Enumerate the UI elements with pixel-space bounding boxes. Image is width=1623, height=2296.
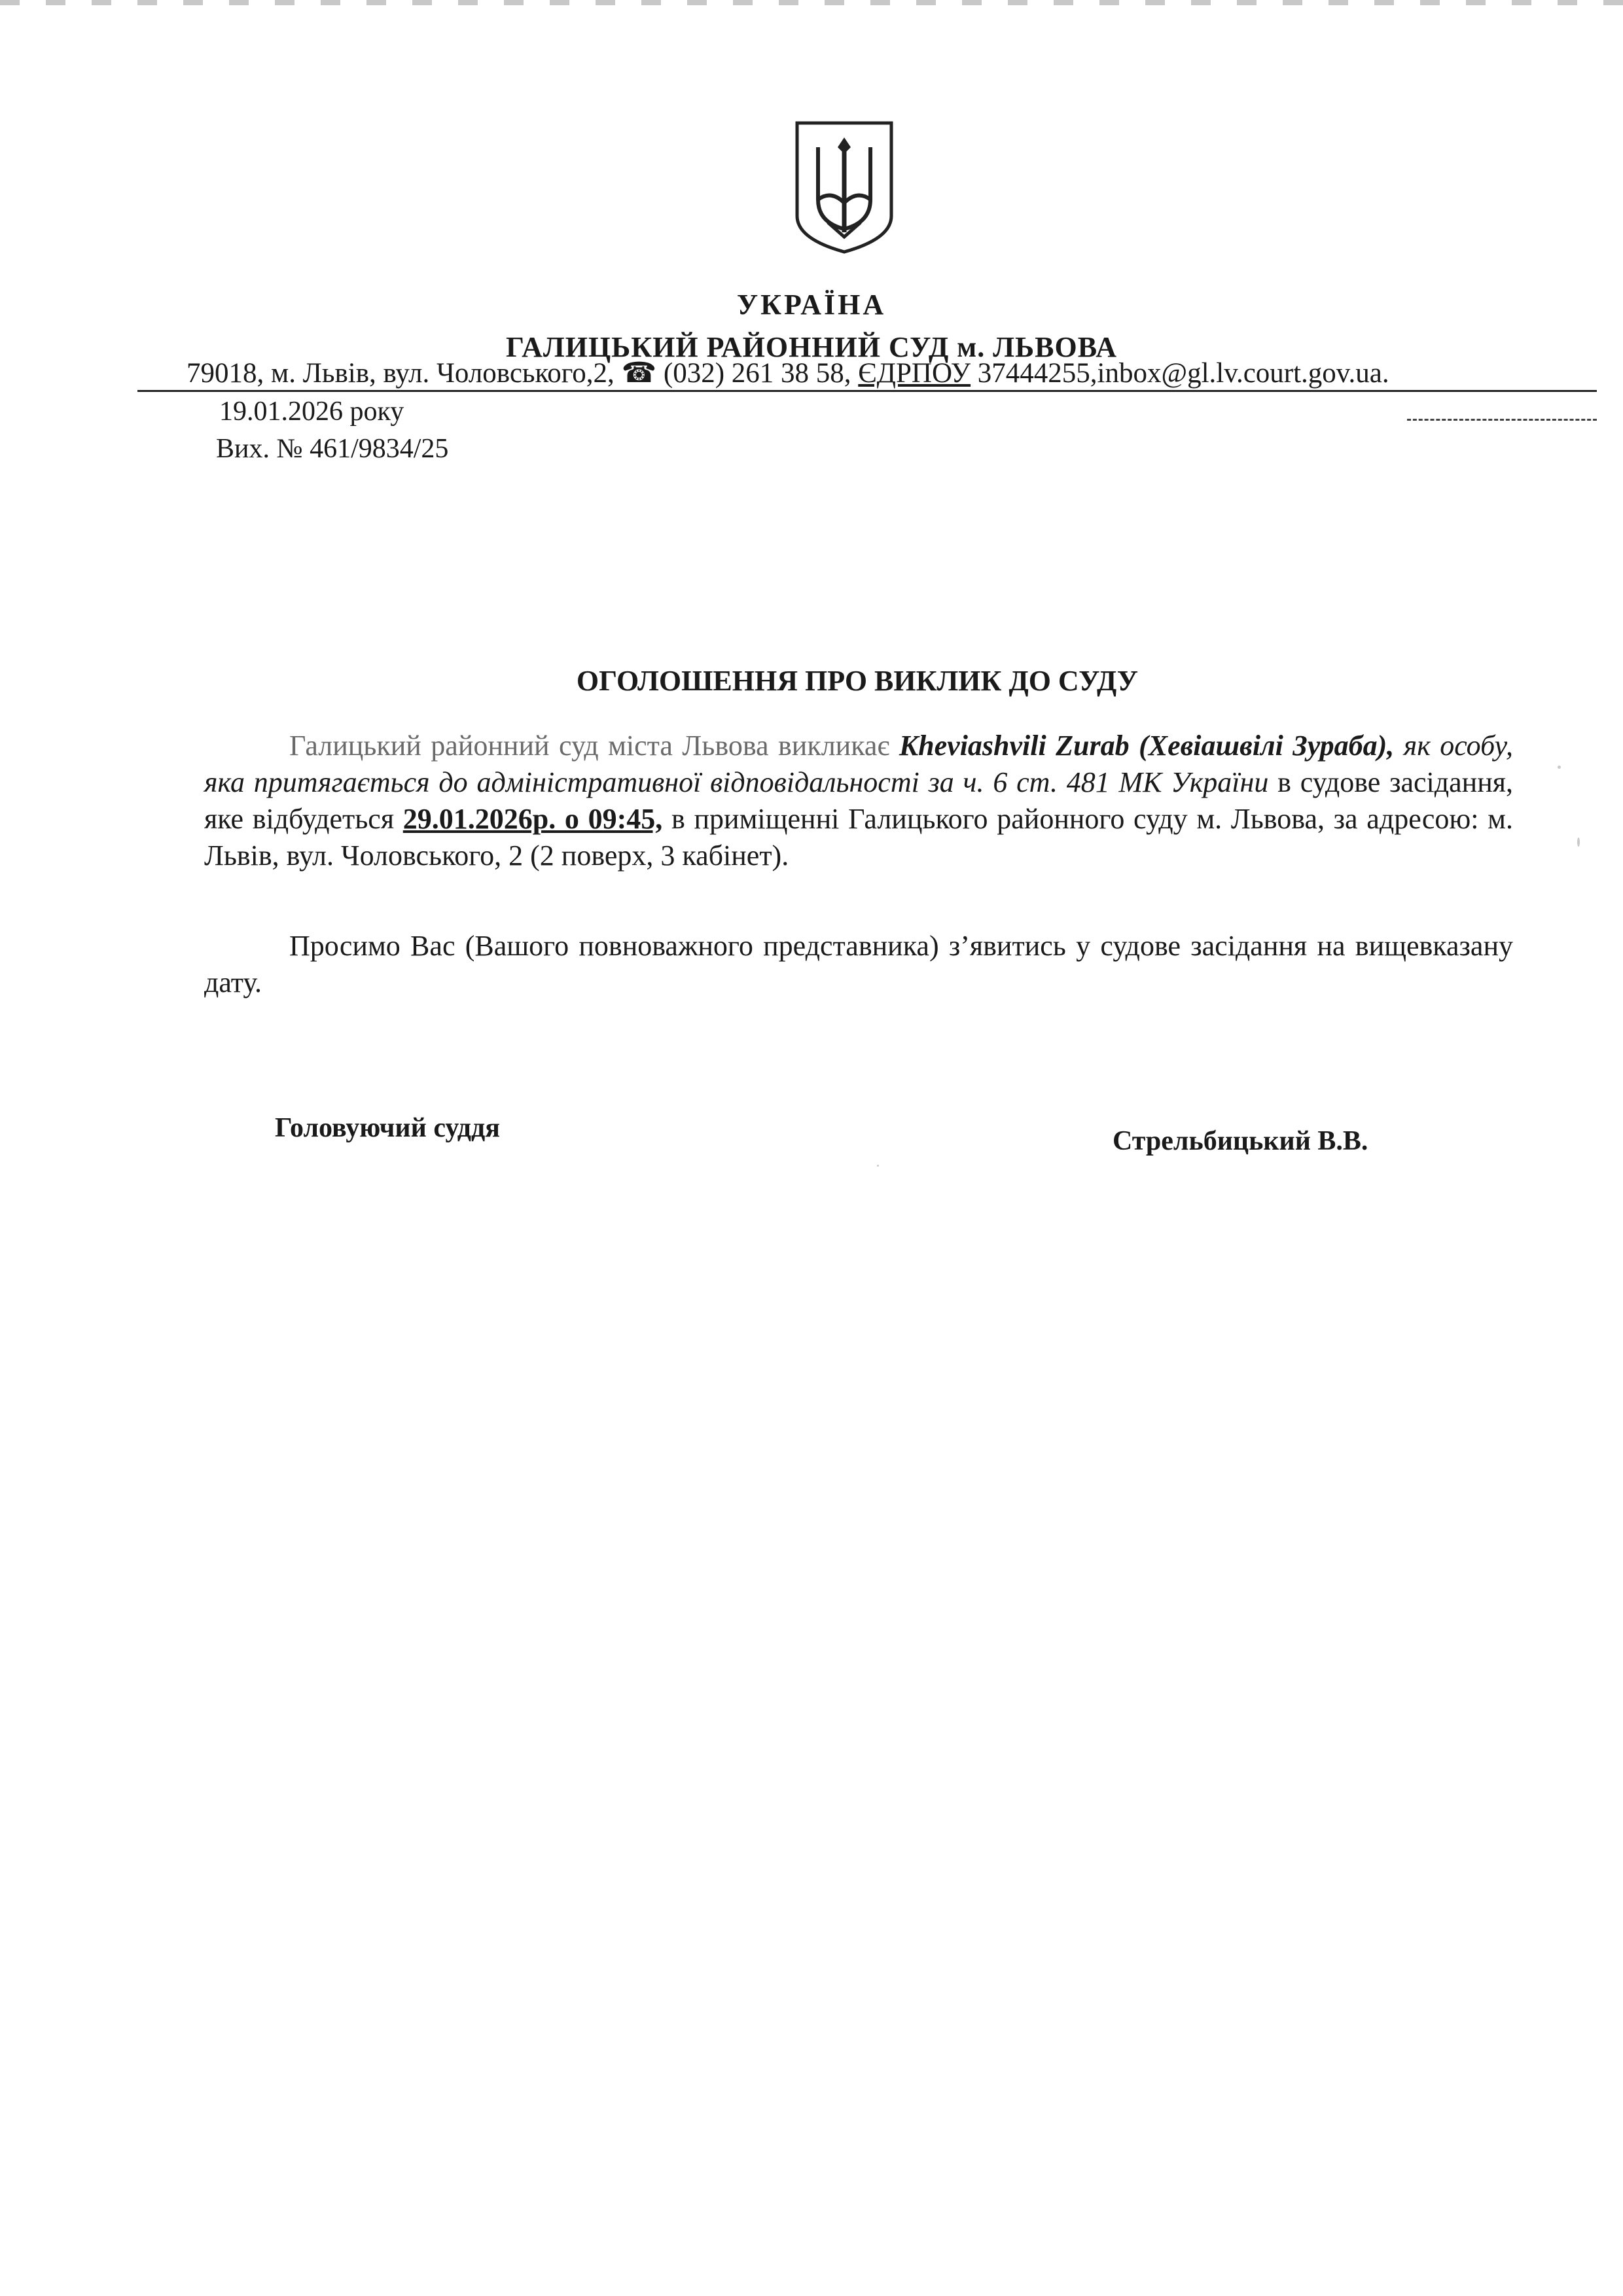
p1-location: в приміщенні Галицького районного суду м. Львова, за адресою: м. Львів, вул. Чоловського, 2 (2 поверх, 3 кабінет).: [204, 803, 1513, 872]
scan-speck: [1558, 766, 1561, 769]
scan-speck: [877, 1165, 879, 1167]
notice-paragraph-2: [204, 928, 1513, 1001]
phone-number: (032) 261 38 58,: [663, 358, 851, 389]
p1-intro: Галицький районний суд міста Львова викликає: [289, 730, 890, 762]
outgoing-number: Вих. № 461/9834/25: [216, 434, 449, 464]
p1-liability: як особу, яка притягається до адміністративної відповідальності за ч. 6 ст. 481 МК України: [204, 730, 1513, 798]
summoned-person-name: Kheviashvili Zurab (Хевіашвілі Зураба),: [899, 730, 1395, 762]
telephone-icon: ☎: [621, 358, 657, 389]
header-court-name: ГАЛИЦЬКИЙ РАЙОННИЙ СУД м. ЛЬВОВА: [505, 331, 1118, 363]
p2-text: Просимо Вас (Вашого повноважного представника) з’явитись у судове засідання на вищевказану дату.: [204, 930, 1513, 998]
coat-of-arms-icon: [792, 118, 897, 255]
p1-hearing-intro: в судове засідання, яке відбудеться: [204, 766, 1514, 835]
signature-name: Стрельбицький В.В.: [1113, 1126, 1368, 1156]
scan-speck: [1577, 838, 1580, 847]
scan-edge-artifact: [0, 0, 1623, 5]
address-dashed-divider: [1407, 419, 1597, 421]
court-address-line: [187, 357, 1580, 391]
document-date: 19.01.2026 року: [219, 397, 404, 427]
edrpou-label: ЄДРПОУ: [858, 358, 971, 389]
signature-role: Головуючий суддя: [275, 1113, 500, 1143]
hearing-datetime: 29.01.2026р. о 09:45,: [402, 803, 663, 835]
edrpou-and-email: 37444255,inbox@gl.lv.court.gov.ua.: [977, 358, 1389, 389]
notice-paragraph-1: [204, 728, 1513, 874]
address-prefix: 79018, м. Львів, вул. Чоловського,2,: [187, 358, 615, 389]
notice-title: ОГОЛОШЕННЯ ПРО ВИКЛИК ДО СУДУ: [576, 665, 1139, 697]
address-divider: [137, 390, 1597, 392]
header-country: УКРАЇНА: [736, 289, 887, 321]
